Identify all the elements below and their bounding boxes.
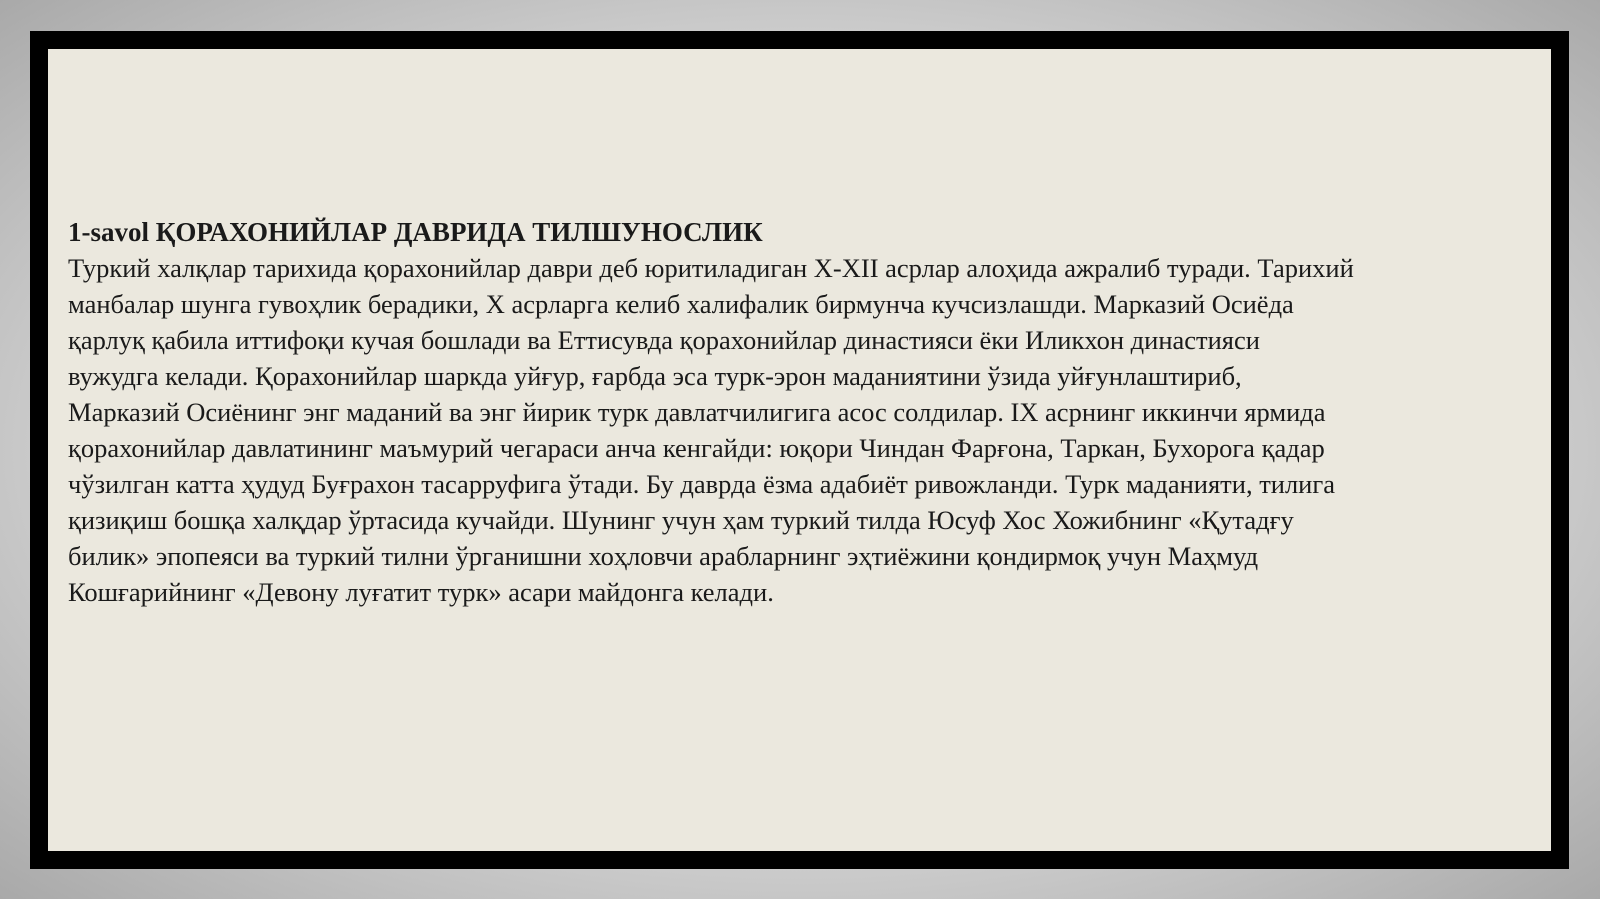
slide-frame <box>30 31 1569 869</box>
slide-content <box>68 214 1543 610</box>
body-line: вужудга келади. Қорахонийлар шаркда уйғур, ғарбда эса турк-эрон маданиятини ўзида уйғунлаштириб, <box>68 361 1242 391</box>
body-line: чўзилган катта ҳудуд Буғрахон тасарруфига ўтади. Бу даврда ёзма адабиёт ривожланди. Турк маданияти, тилига <box>68 469 1335 499</box>
body-line: қарлуқ қабила иттифоқи кучая бошлади ва Еттисувда қорахонийлар династияси ёки Иликхон династияси <box>68 325 1260 355</box>
body-line: билик» эпопеяси ва туркий тилни ўрганишни хоҳловчи арабларнинг эҳтиёжини қондирмоқ учун Маҳмуд <box>68 541 1259 571</box>
slide-body-text <box>68 250 1543 610</box>
body-line: Кошғарийнинг «Девону луғатит турк» асари майдонга келади. <box>68 577 774 607</box>
slide-panel <box>48 49 1551 851</box>
body-line: қизиқиш бошқа халқдар ўртасида кучайди. Шунинг учун ҳам туркий тилда Юсуф Хос Хожибнинг «Қутадғу <box>68 505 1294 535</box>
slide-heading: 1-savol ҚОРАХОНИЙЛАР ДАВРИДА ТИЛШУНОСЛИК <box>68 217 763 247</box>
body-line: манбалар шунга гувоҳлик берадики, X асрларга келиб халифалик бирмунча кучсизлашди. Марказий Осиёда <box>68 289 1294 319</box>
body-line: Туркий халқлар тарихида қорахонийлар даври деб юритиладиган X-XII асрлар алоҳида ажралиб туради. Тарихий <box>68 253 1354 283</box>
body-line: Марказий Осиёнинг энг маданий ва энг йирик турк давлатчилигига асос солдилар. IX асрнинг иккинчи ярмида <box>68 397 1326 427</box>
body-line: қорахонийлар давлатининг маъмурий чегараси анча кенгайди: юқори Чиндан Фарғона, Таркан, Бухорога қадар <box>68 433 1325 463</box>
